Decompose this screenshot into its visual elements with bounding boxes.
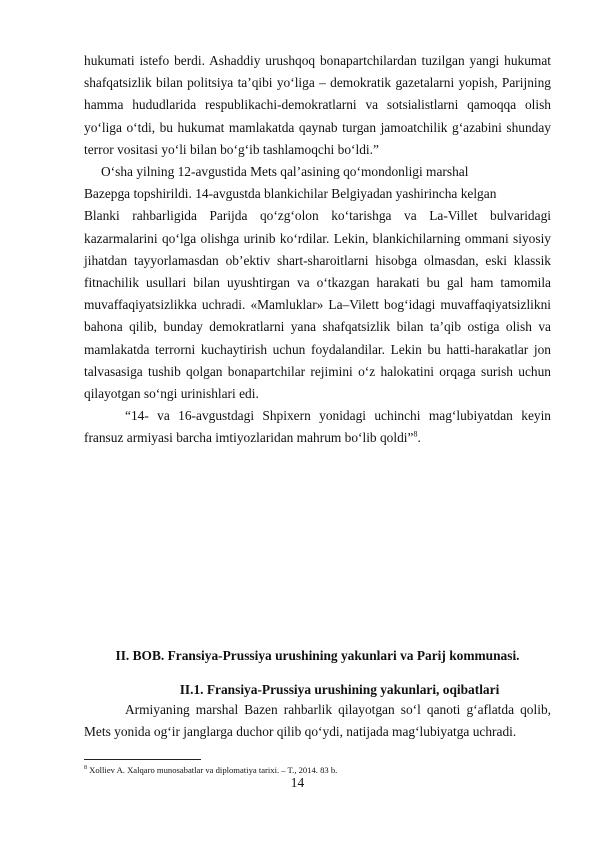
paragraph-5: Armiyaning marshal Bazen rahbarlik qilayotgan so‘l qanoti g‘aflatda qolib, Mets yonida og‘ir janglarga duchor qilib qo‘ydi, natijada mag‘lubiyatga uchradi. <box>84 702 551 739</box>
paragraph-4-end: . <box>417 430 421 446</box>
footnote-separator <box>84 759 201 760</box>
section-heading: II.1. Fransiya-Prussiya urushining yakunlari, oqibatlari <box>179 682 500 697</box>
paragraph-1: hukumati istefo berdi. Ashaddiy urushqoq bonapartchilardan tuzilgan yangi hukumat shafqatsizlik bilan politsiya ta’qibi yo‘liga – demokratik gazetalarni yopish, Parijning hamma hududlarida respublikachi-demokratlarni va sotsialistlarni qamoqqa olish yo‘liga o‘tdi, bu hukumat mamlakatda qaynab turgan jamoatchilik g‘azabini shunday terror vositasi yo‘li bilan bo‘g‘ib tashlamoqchi bo‘ldi.” <box>84 53 551 157</box>
paragraph-3: Blanki rahbarligida Parijda qo‘zg‘olon ko‘tarishga va La-Villet bulvaridagi kazarmalarini qo‘lga olishga urinib ko‘rdilar. Lekin, blankichilarning ommani siyosiy jihatdan tayyorlamasdan ob’ektiv shart-sharoitlarni hisobga olmasdan, eski klassik fitnachilik usullari bilan uyushtirgan va o‘tkazgan harakati bu gal ham tamomila muvaffaqiyatsizlikka uchradi. «Mamluklar» La–Vilett bog‘idagi muvaffaqiyatsizlikni bahona qilib, bunday demokratlarni yana shafqatsizlik bilan ta’qib ostiga olish va mamlakatda terrorni kuchaytirish uchun foydalandilar. Lekin bu hatti-harakatlar jon talvasasiga tushib qolgan bonapartchilar rejimini o‘z halokatini orqaga surish uchun qilayotgan so‘ngi urinishlari edi. <box>84 208 551 402</box>
footnote-reference: 8 <box>413 429 418 439</box>
footnote-mark: 8 <box>84 765 87 771</box>
page-number: 14 <box>290 775 305 790</box>
paragraph-2-line-1: O‘sha yilning 12-avgustida Mets qal’asining qo‘mondonligi marshal <box>101 164 469 180</box>
footnote <box>84 763 551 776</box>
paragraph-2-line-2: Bazepga topshirildi. 14-avgustda blankichilar Belgiyadan yashirincha kelgan <box>84 186 497 202</box>
section-body <box>84 699 551 743</box>
body-text <box>84 50 551 450</box>
chapter-heading: II. BOB. Fransiya-Prussiya urushining yakunlari va Parij kommunasi. <box>115 648 520 663</box>
paragraph-4 <box>84 405 551 449</box>
footnote-text: Xolliev A. Xalqaro munosabatlar va diplomatiya tarixi. – T., 2014. 83 b. <box>87 764 338 775</box>
paragraph-4-text: “14- va 16-avgustdagi Shpixern yonidagi uchinchi mag‘lubiyatdan keyin fransuz armiyasi barcha imtiyozlaridan mahrum bo‘lib qoldi” <box>84 408 551 446</box>
